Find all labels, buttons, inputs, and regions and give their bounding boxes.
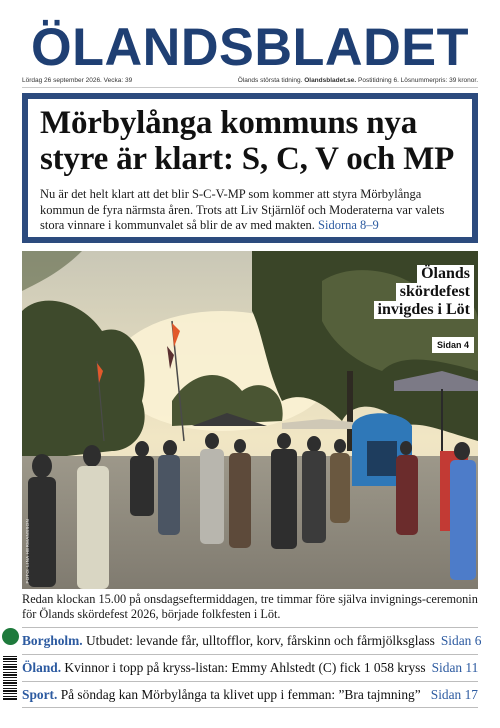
photo-promo[interactable] <box>374 265 474 319</box>
barcode-icon <box>3 656 17 700</box>
teaser-borgholm[interactable] <box>22 627 482 654</box>
promo-line-1: Ölands <box>417 265 474 283</box>
promo-line-3: invigdes i Löt <box>374 301 474 319</box>
lead-page-ref[interactable]: Sidorna 8–9 <box>318 218 379 232</box>
issue-date: Lördag 26 september 2026. Vecka: 39 <box>22 77 133 84</box>
teaser-text <box>22 687 421 703</box>
lead-deck-text: Nu är det helt klart att det blir S-C-V-MP som kommer att styra Mörbylånga kommun de fyra närmsta åren. Trots att Liv Stjärnlöf och Moderaterna var valets stora vinnare i kommunvalet så blir de av med makten. <box>40 187 445 232</box>
teaser-kicker: Borgholm. <box>22 633 83 648</box>
photo-caption: Redan klockan 15.00 på onsdagseftermiddagen, tre timmar före själva invignings-ceremonin för Ölands skördefest 2026, började folkfesten i Löt. <box>22 592 478 621</box>
festival-photo[interactable] <box>22 251 478 589</box>
teaser-kicker: Sport. <box>22 686 58 702</box>
teaser-oland[interactable] <box>22 654 478 681</box>
dateline <box>22 76 478 88</box>
publication-tagline: Ölands största tidning. <box>237 77 303 84</box>
teaser-text <box>22 633 435 649</box>
teaser-body: På söndag kan Mörbylånga ta klivet upp i femman: ”Bra tajmning” <box>57 686 421 702</box>
masthead-title[interactable]: ÖLANDSBLADET <box>30 18 470 77</box>
teaser-body: Kvinnor i topp på kryss-listan: Emmy Ahlstedt (C) fick 1 058 kryss <box>61 660 426 675</box>
teaser-body: Utbudet: levande får, ulltofflor, korv, fårskinn och fårmjölksglass <box>82 633 435 648</box>
teaser-page-ref[interactable]: Sidan 11 <box>431 660 479 675</box>
teaser-page-ref[interactable]: Sidan 17 <box>430 686 478 702</box>
lead-story[interactable] <box>22 93 478 243</box>
teaser-page-ref[interactable]: Sidan 6 <box>440 633 482 648</box>
promo-page-ref[interactable]: Sidan 4 <box>432 337 474 353</box>
photo-credit: FOTO: LINA HERMANSSON <box>25 518 30 583</box>
teaser-text <box>22 660 426 676</box>
promo-line-2: skördefest <box>396 283 474 301</box>
lead-deck <box>40 187 460 234</box>
publication-info <box>238 77 478 84</box>
lead-headline[interactable]: Mörbylånga kommuns nya styre är klart: S, C, V och MP <box>40 105 455 177</box>
publication-site[interactable]: Olandsbladet.se. <box>304 77 357 84</box>
teaser-kicker: Öland. <box>22 660 62 675</box>
ecolabel-icon <box>2 628 19 645</box>
teaser-list <box>22 627 482 708</box>
teaser-sport[interactable] <box>22 681 478 708</box>
publication-price: Postitidning 6. Lösnummerpris: 39 kronor. <box>358 77 478 84</box>
